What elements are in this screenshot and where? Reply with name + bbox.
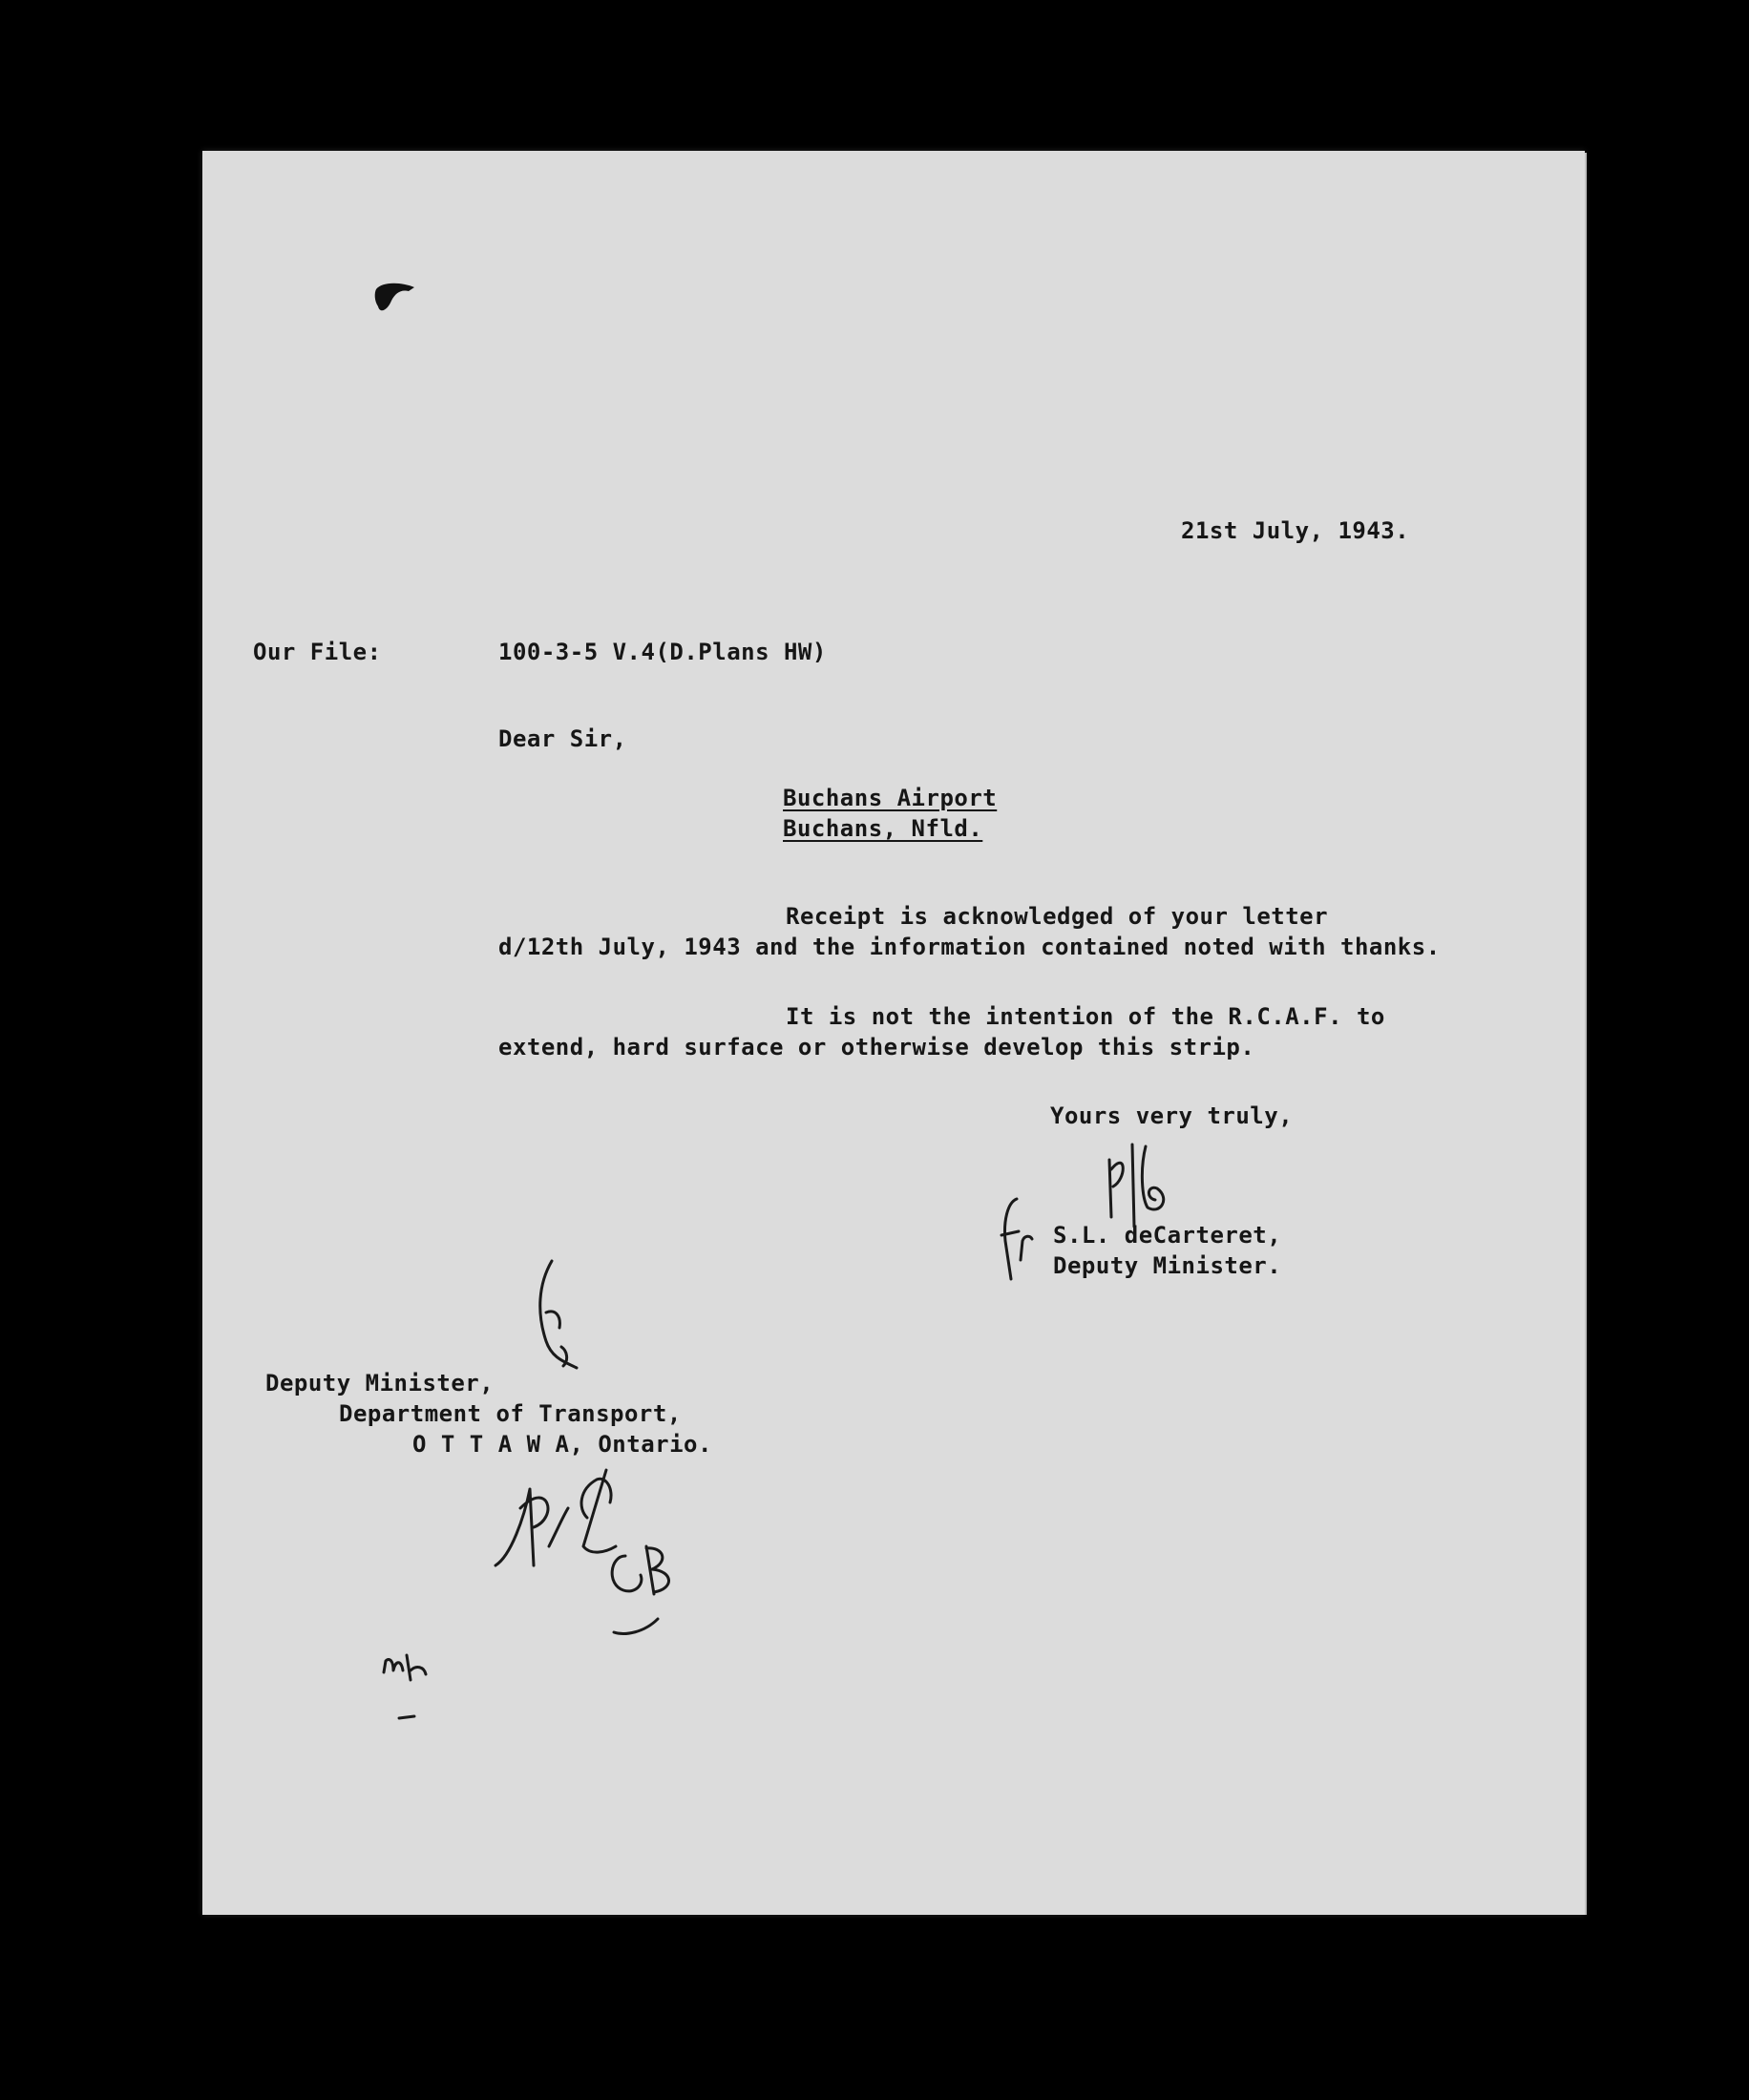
subject-line-1: Buchans Airport [783, 785, 998, 811]
closing: Yours very truly, [1050, 1102, 1294, 1129]
handwritten-initials-cb [597, 1537, 692, 1642]
paragraph-2-line-2: extend, hard surface or otherwise develop this strip. [498, 1034, 1255, 1060]
salutation: Dear Sir, [498, 725, 627, 752]
handwritten-mark-top [523, 1255, 590, 1379]
file-number: 100-3-5 V.4(D.Plans HW) [498, 639, 827, 665]
file-label: Our File: [253, 639, 382, 665]
signatory-name: S.L. deCarteret, [1053, 1222, 1282, 1249]
addressee-line-2: Department of Transport, [339, 1400, 682, 1427]
addressee-line-1: Deputy Minister, [265, 1370, 495, 1396]
letter-date: 21st July, 1943. [1181, 517, 1410, 544]
ink-blot [372, 282, 420, 320]
signatory-title: Deputy Minister. [1053, 1252, 1282, 1279]
paragraph-1-line-2: d/12th July, 1943 and the information contained noted with thanks. [498, 934, 1441, 960]
signature-prefix-fr [998, 1193, 1036, 1284]
paragraph-1-line-1: Receipt is acknowledged of your letter [786, 903, 1329, 930]
paragraph-2-line-1: It is not the intention of the R.C.A.F. to [786, 1003, 1385, 1030]
addressee-line-3: O T T A W A, Ontario. [412, 1431, 712, 1458]
subject-line-2: Buchans, Nfld. [783, 815, 983, 842]
handwritten-initials-mk [382, 1642, 458, 1728]
